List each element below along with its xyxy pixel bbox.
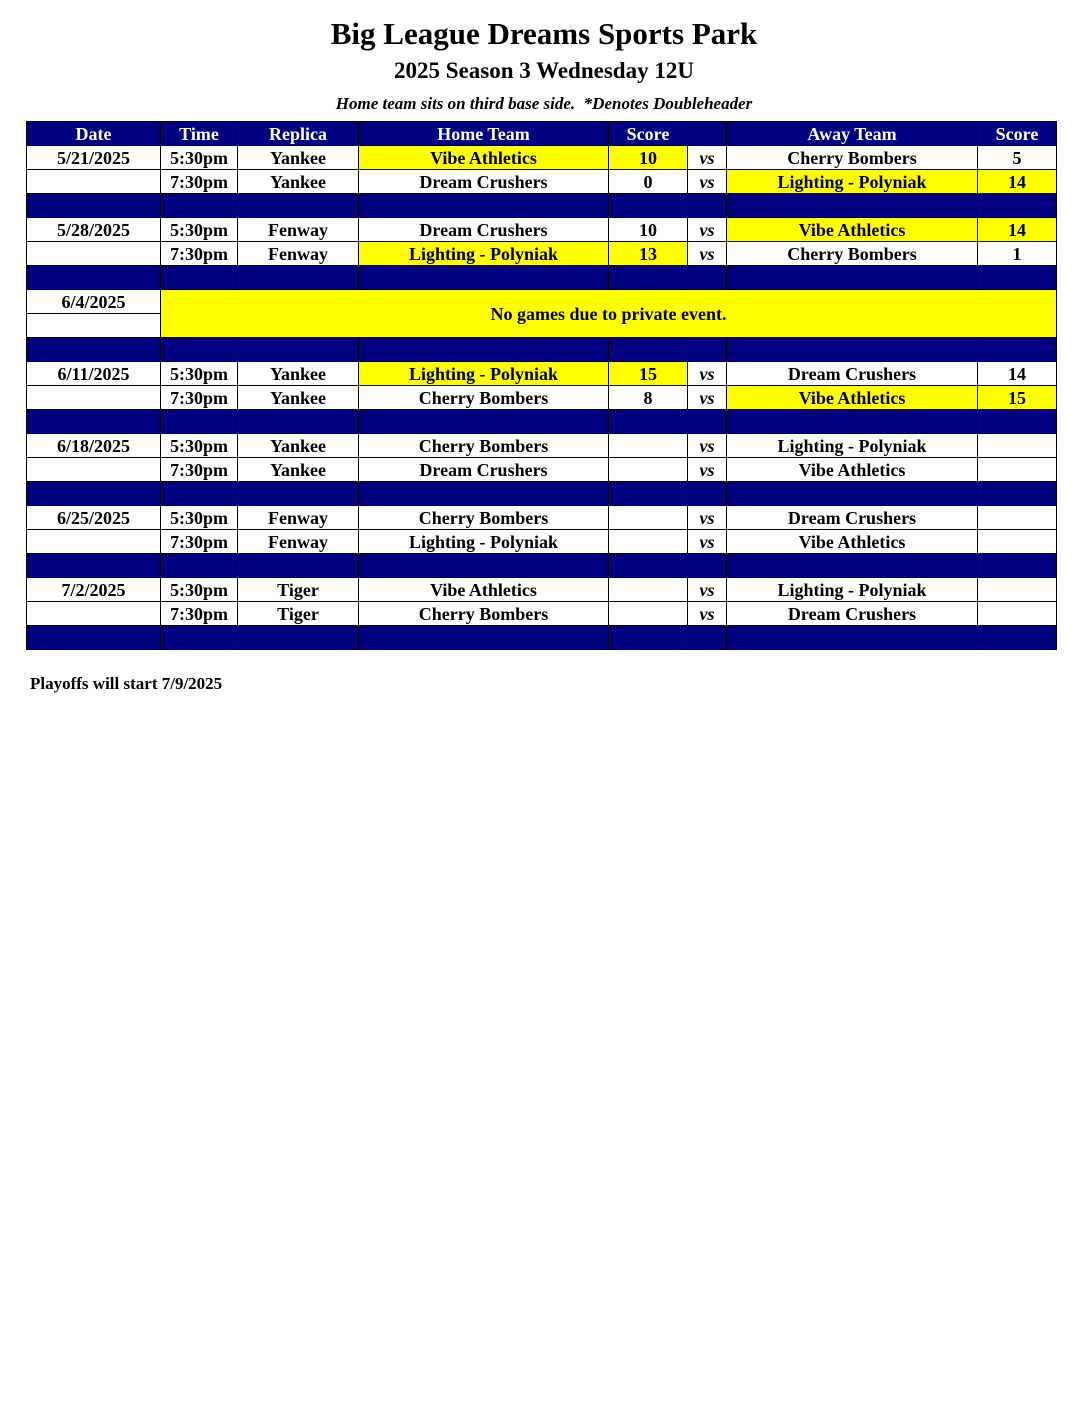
spacer-cell bbox=[161, 338, 238, 362]
spacer-row bbox=[27, 266, 1057, 290]
no-games-notice: No games due to private event. bbox=[161, 290, 1057, 338]
home-score-cell: 8 bbox=[609, 386, 688, 410]
spacer-cell bbox=[27, 194, 161, 218]
home-team-cell: Vibe Athletics bbox=[359, 578, 609, 602]
away-score-cell bbox=[978, 458, 1057, 482]
spacer-cell bbox=[688, 266, 727, 290]
date-cell: 6/25/2025 bbox=[27, 506, 161, 530]
field-cell: Tiger bbox=[238, 578, 359, 602]
field-cell: Fenway bbox=[238, 242, 359, 266]
home-score-cell: 10 bbox=[609, 218, 688, 242]
spacer-cell bbox=[978, 410, 1057, 434]
vs-cell: vs bbox=[688, 170, 727, 194]
field-cell: Fenway bbox=[238, 530, 359, 554]
col-date: Date bbox=[27, 122, 161, 146]
date-cell: 5/21/2025 bbox=[27, 146, 161, 170]
spacer-cell bbox=[161, 194, 238, 218]
away-team-cell: Vibe Athletics bbox=[727, 218, 978, 242]
home-team-cell: Cherry Bombers bbox=[359, 506, 609, 530]
home-team-cell: Cherry Bombers bbox=[359, 602, 609, 626]
spacer-cell bbox=[978, 626, 1057, 650]
away-score-cell: 14 bbox=[978, 170, 1057, 194]
spacer-cell bbox=[688, 410, 727, 434]
page-subtitle: 2025 Season 3 Wednesday 12U bbox=[394, 58, 694, 83]
date-cell: 7/2/2025 bbox=[27, 578, 161, 602]
spacer-cell bbox=[609, 554, 688, 578]
away-score-cell: 14 bbox=[978, 218, 1057, 242]
spacer-row bbox=[27, 626, 1057, 650]
game-row bbox=[27, 530, 1057, 554]
spacer-cell bbox=[27, 554, 161, 578]
date-cell bbox=[27, 386, 161, 410]
vs-cell: vs bbox=[688, 578, 727, 602]
spacer-cell bbox=[359, 554, 609, 578]
home-team-cell: Lighting - Polyniak bbox=[359, 530, 609, 554]
spacer-cell bbox=[161, 410, 238, 434]
field-cell: Yankee bbox=[238, 362, 359, 386]
away-score-cell bbox=[978, 506, 1057, 530]
spacer-cell bbox=[727, 194, 978, 218]
spacer-cell bbox=[238, 410, 359, 434]
spacer-cell bbox=[688, 482, 727, 506]
away-team-cell: Vibe Athletics bbox=[727, 530, 978, 554]
date-cell: 6/11/2025 bbox=[27, 362, 161, 386]
spacer-cell bbox=[727, 338, 978, 362]
spacer-cell bbox=[609, 482, 688, 506]
field-cell: Yankee bbox=[238, 170, 359, 194]
date-cell bbox=[27, 170, 161, 194]
game-row bbox=[27, 578, 1057, 602]
game-row bbox=[27, 242, 1057, 266]
game-row bbox=[27, 170, 1057, 194]
time-cell: 7:30pm bbox=[161, 386, 238, 410]
away-team-cell: Lighting - Polyniak bbox=[727, 434, 978, 458]
page-title: Big League Dreams Sports Park bbox=[330, 16, 758, 51]
away-team-cell: Vibe Athletics bbox=[727, 386, 978, 410]
home-team-cell: Cherry Bombers bbox=[359, 434, 609, 458]
schedule-note: Home team sits on third base side. *Denotes Doubleheader bbox=[335, 94, 753, 113]
field-cell: Fenway bbox=[238, 506, 359, 530]
game-row bbox=[27, 506, 1057, 530]
spacer-row bbox=[27, 338, 1057, 362]
vs-cell: vs bbox=[688, 434, 727, 458]
home-score-cell: 10 bbox=[609, 146, 688, 170]
game-row bbox=[27, 146, 1057, 170]
time-cell: 7:30pm bbox=[161, 170, 238, 194]
col-away-score: Score bbox=[978, 122, 1057, 146]
spacer-cell bbox=[238, 554, 359, 578]
spacer-cell bbox=[359, 338, 609, 362]
game-row bbox=[27, 386, 1057, 410]
notice-row bbox=[27, 290, 1057, 314]
spacer-row bbox=[27, 194, 1057, 218]
game-row bbox=[27, 362, 1057, 386]
vs-cell: vs bbox=[688, 362, 727, 386]
spacer-row bbox=[27, 410, 1057, 434]
spacer-cell bbox=[161, 482, 238, 506]
home-score-cell bbox=[609, 458, 688, 482]
vs-cell: vs bbox=[688, 146, 727, 170]
spacer-cell bbox=[359, 482, 609, 506]
away-score-cell bbox=[978, 578, 1057, 602]
game-row bbox=[27, 602, 1057, 626]
home-team-cell: Dream Crushers bbox=[359, 218, 609, 242]
spacer-cell bbox=[688, 626, 727, 650]
away-score-cell bbox=[978, 530, 1057, 554]
col-away-team: Away Team bbox=[727, 122, 978, 146]
home-score-cell bbox=[609, 602, 688, 626]
time-cell: 5:30pm bbox=[161, 146, 238, 170]
spacer-row bbox=[27, 554, 1057, 578]
spacer-cell bbox=[727, 626, 978, 650]
away-team-cell: Dream Crushers bbox=[727, 602, 978, 626]
game-row bbox=[27, 458, 1057, 482]
spacer-cell bbox=[688, 338, 727, 362]
spacer-cell bbox=[27, 410, 161, 434]
away-team-cell: Dream Crushers bbox=[727, 362, 978, 386]
away-score-cell: 5 bbox=[978, 146, 1057, 170]
home-team-cell: Vibe Athletics bbox=[359, 146, 609, 170]
spacer-cell bbox=[359, 410, 609, 434]
spacer-cell bbox=[978, 554, 1057, 578]
home-score-cell bbox=[609, 506, 688, 530]
date-cell: 5/28/2025 bbox=[27, 218, 161, 242]
spacer-cell bbox=[359, 266, 609, 290]
field-cell: Fenway bbox=[238, 218, 359, 242]
col-time: Time bbox=[161, 122, 238, 146]
spacer-cell bbox=[727, 410, 978, 434]
spacer-cell bbox=[978, 338, 1057, 362]
vs-cell: vs bbox=[688, 386, 727, 410]
date-cell: 6/4/2025 bbox=[27, 290, 161, 314]
col-home-team: Home Team bbox=[359, 122, 609, 146]
date-cell bbox=[27, 314, 161, 338]
spacer-cell bbox=[727, 554, 978, 578]
time-cell: 5:30pm bbox=[161, 434, 238, 458]
away-score-cell: 14 bbox=[978, 362, 1057, 386]
field-cell: Yankee bbox=[238, 458, 359, 482]
date-cell bbox=[27, 242, 161, 266]
home-score-cell: 0 bbox=[609, 170, 688, 194]
spacer-cell bbox=[688, 554, 727, 578]
spacer-cell bbox=[688, 194, 727, 218]
spacer-cell bbox=[609, 338, 688, 362]
spacer-cell bbox=[727, 266, 978, 290]
vs-cell: vs bbox=[688, 602, 727, 626]
time-cell: 7:30pm bbox=[161, 602, 238, 626]
spacer-cell bbox=[609, 266, 688, 290]
home-team-cell: Lighting - Polyniak bbox=[359, 242, 609, 266]
date-cell bbox=[27, 458, 161, 482]
home-score-cell bbox=[609, 530, 688, 554]
away-score-cell: 15 bbox=[978, 386, 1057, 410]
time-cell: 5:30pm bbox=[161, 218, 238, 242]
spacer-cell bbox=[609, 194, 688, 218]
col-vs bbox=[688, 122, 727, 146]
spacer-cell bbox=[978, 482, 1057, 506]
spacer-cell bbox=[238, 482, 359, 506]
away-team-cell: Lighting - Polyniak bbox=[727, 578, 978, 602]
game-row bbox=[27, 434, 1057, 458]
game-row bbox=[27, 218, 1057, 242]
time-cell: 7:30pm bbox=[161, 530, 238, 554]
home-score-cell bbox=[609, 578, 688, 602]
header-row bbox=[27, 122, 1057, 146]
spacer-cell bbox=[238, 626, 359, 650]
away-team-cell: Cherry Bombers bbox=[727, 242, 978, 266]
field-cell: Yankee bbox=[238, 386, 359, 410]
spacer-cell bbox=[27, 338, 161, 362]
home-score-cell bbox=[609, 434, 688, 458]
home-score-cell: 15 bbox=[609, 362, 688, 386]
spacer-cell bbox=[238, 266, 359, 290]
vs-cell: vs bbox=[688, 506, 727, 530]
spacer-cell bbox=[727, 482, 978, 506]
schedule-table bbox=[26, 121, 1057, 650]
spacer-cell bbox=[609, 626, 688, 650]
time-cell: 7:30pm bbox=[161, 242, 238, 266]
away-score-cell bbox=[978, 602, 1057, 626]
away-team-cell: Dream Crushers bbox=[727, 506, 978, 530]
away-score-cell: 1 bbox=[978, 242, 1057, 266]
date-cell: 6/18/2025 bbox=[27, 434, 161, 458]
home-team-cell: Cherry Bombers bbox=[359, 386, 609, 410]
date-cell bbox=[27, 530, 161, 554]
spacer-cell bbox=[27, 626, 161, 650]
spacer-cell bbox=[978, 194, 1057, 218]
spacer-cell bbox=[27, 266, 161, 290]
vs-cell: vs bbox=[688, 242, 727, 266]
spacer-cell bbox=[359, 626, 609, 650]
field-cell: Yankee bbox=[238, 434, 359, 458]
playoffs-note: Playoffs will start 7/9/2025 bbox=[30, 674, 223, 693]
spacer-cell bbox=[161, 554, 238, 578]
field-cell: Yankee bbox=[238, 146, 359, 170]
spacer-cell bbox=[609, 410, 688, 434]
away-team-cell: Lighting - Polyniak bbox=[727, 170, 978, 194]
time-cell: 5:30pm bbox=[161, 362, 238, 386]
field-cell: Tiger bbox=[238, 602, 359, 626]
home-team-cell: Lighting - Polyniak bbox=[359, 362, 609, 386]
spacer-row bbox=[27, 482, 1057, 506]
vs-cell: vs bbox=[688, 530, 727, 554]
spacer-cell bbox=[238, 194, 359, 218]
schedule-body bbox=[27, 146, 1057, 650]
spacer-cell bbox=[978, 266, 1057, 290]
away-team-cell: Cherry Bombers bbox=[727, 146, 978, 170]
date-cell bbox=[27, 602, 161, 626]
spacer-cell bbox=[238, 338, 359, 362]
spacer-cell bbox=[359, 194, 609, 218]
spacer-cell bbox=[161, 266, 238, 290]
vs-cell: vs bbox=[688, 218, 727, 242]
vs-cell: vs bbox=[688, 458, 727, 482]
home-score-cell: 13 bbox=[609, 242, 688, 266]
time-cell: 5:30pm bbox=[161, 506, 238, 530]
home-team-cell: Dream Crushers bbox=[359, 458, 609, 482]
spacer-cell bbox=[161, 626, 238, 650]
col-home-score: Score bbox=[609, 122, 688, 146]
time-cell: 5:30pm bbox=[161, 578, 238, 602]
spacer-cell bbox=[27, 482, 161, 506]
home-team-cell: Dream Crushers bbox=[359, 170, 609, 194]
away-score-cell bbox=[978, 434, 1057, 458]
away-team-cell: Vibe Athletics bbox=[727, 458, 978, 482]
time-cell: 7:30pm bbox=[161, 458, 238, 482]
col-replica: Replica bbox=[238, 122, 359, 146]
